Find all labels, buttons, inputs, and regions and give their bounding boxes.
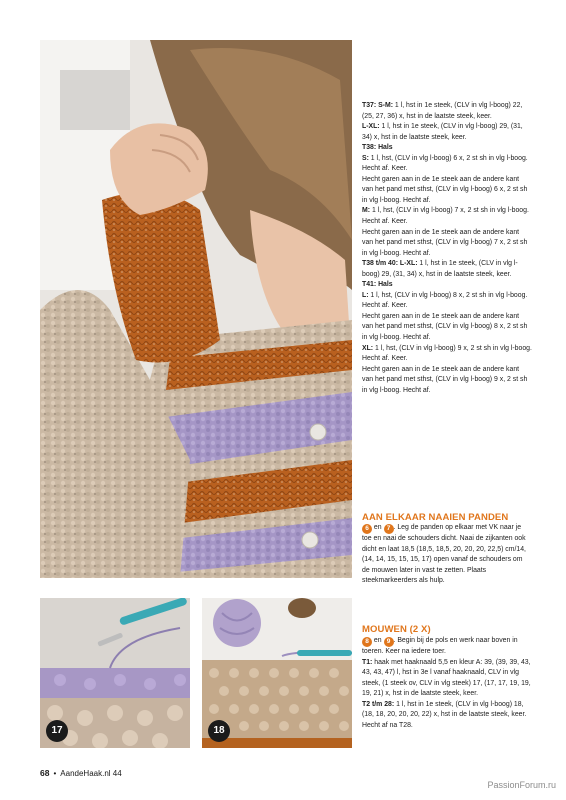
pattern-instructions <box>362 101 532 396</box>
step-photo-18 <box>202 598 352 748</box>
magazine-name: AandeHaak.nl 44 <box>60 769 122 778</box>
instruction-line: XL: 1 l, hst, (CLV in vlg l-boog) 9 x, 2 st sh in vlg l-boog. Hecht af. Keer. <box>362 344 532 363</box>
instruction-line: Hecht garen aan in de 1e steek aan de andere kant van het pand met sthst, (CLV in vlg l-boog) 6 x, 2 st sh in vlg l-boog. Hecht af. <box>362 175 528 204</box>
step-circle: 8 <box>362 637 372 647</box>
instruction-line: L: 1 l, hst, (CLV in vlg l-boog) 8 x, 2 st sh in vlg l-boog. Hecht af. Keer. <box>362 291 528 310</box>
footer-bullet: • <box>53 769 57 778</box>
step-circle: 7 <box>384 524 394 534</box>
instruction-line: Hecht garen aan in de 1e steek aan de andere kant van het pand met sthst, (CLV in vlg l-boog) 8 x, 2 st sh in vlg l-boog. Hecht af. <box>362 312 528 342</box>
page-number: 68 <box>40 768 50 778</box>
instruction-line: T38 t/m 40: L-XL: 1 l, hst in 1e steek, (CLV in vlg l-boog) 29, (31, 34) x, hst in de laatste steek, keer. <box>362 260 518 278</box>
instruction-line: T37: S-M: 1 l, hst in 1e steek, (CLV in vlg l-boog) 22, (25, 27, 36) x, hst in de laatste steek, keer. <box>362 102 523 120</box>
instruction-line: Hecht garen aan in de 1e steek aan de andere kant van het pand met sthst, (CLV in vlg l-boog) 7 x, 2 st sh in vlg l-boog. Hecht af. <box>362 228 528 257</box>
section-heading-assembly: AAN ELKAAR NAAIEN PANDEN <box>362 512 509 523</box>
instruction-line: L-XL: 1 l, hst in 1e steek, (CLV in vlg l-boog) 29, (31, 34) x, hst in de laatste steek, keer. <box>362 123 523 141</box>
sweater-photo-illustration <box>40 40 352 578</box>
step-photo-17 <box>40 598 190 748</box>
instruction-line: Hecht garen aan in de 1e steek aan de andere kant van het pand met sthst, (CLV in vlg l-boog) 9 x, 2 st sh in vlg l-boog. Hecht af. <box>362 365 528 394</box>
step-circle: 6 <box>362 524 372 534</box>
section-body-sleeves: 8 en 9 . Begin bij de pols en werk naar boven in toeren. Keer na iedere toer. T1: haak met haaknaald 5,5 en kleur A: 39, (39, 39, 43, 43, 43, 47) l, hst in 3e l vanaf haaknaald, CLV in vlg steek, (1 steek ov, CLV in vlg steek) 17, (17, 17, 19, 19, 19, 21) x, hst in de laatste steek, keer. T2 t/m 28: 1 l, hst in 1e steek, (CLV in vlg l-boog) 18, (18, 18, 20, 20, 20, 22) x, hst in de laatste steek, keer. Hecht af na T28. <box>362 637 531 729</box>
step-circle: 9 <box>384 637 394 647</box>
instruction-line: T38: Hals <box>362 144 393 152</box>
step-number-badge: 17 <box>46 720 68 742</box>
section-body-assembly: 6 en 7 . Leg de panden op elkaar met VK naar je toe en naai de schouders dicht. Naai de zijkanten ook dicht en laat 18,5 (18,5, 18,5, 20, 20, 20, 22,5) cm/14, (14, 14, 15, 15, 15, 17) open vanaf de schouders om de mouwen later in vast te zetten. Plaats steekmarkeerders als hulp. <box>362 524 526 585</box>
instruction-line: M: 1 l, hst, (CLV in vlg l-boog) 7 x, 2 st sh in vlg l-boog. Hecht af. Keer. <box>362 207 529 226</box>
section-heading-sleeves: MOUWEN (2 X) <box>362 624 431 635</box>
watermark: PassionForum.ru <box>487 780 556 790</box>
main-photo <box>40 40 352 578</box>
page-footer <box>40 768 122 778</box>
instruction-line: S: 1 l, hst, (CLV in vlg l-boog) 6 x, 2 st sh in vlg l-boog. Hecht af. Keer. <box>362 154 528 173</box>
instruction-line: T41: Hals <box>362 281 393 289</box>
step-number-badge: 18 <box>208 720 230 742</box>
